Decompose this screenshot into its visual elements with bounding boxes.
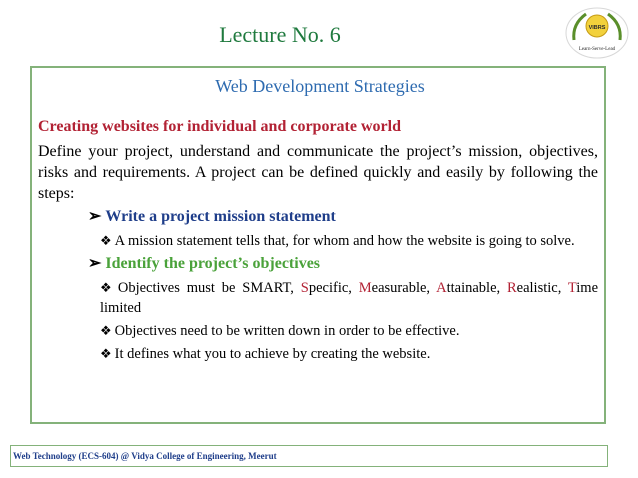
diamond-bullet-icon: ❖: [100, 346, 112, 361]
footer: Web Technology (ECS-604) @ Vidya College of Engineering, Meerut: [10, 445, 608, 467]
logo-top-text: VIBRS: [588, 25, 606, 31]
smart-letter-t: T: [567, 280, 577, 296]
slide-subtitle: Creating websites for individual and corporate world: [38, 118, 401, 135]
step-mission-statement: [88, 206, 598, 228]
list-item: [100, 278, 598, 318]
section-heading: Web Development Strategies: [215, 76, 425, 96]
smart-rest-s: pecific,: [308, 280, 359, 296]
diamond-bullet-icon: ❖: [100, 323, 112, 338]
smart-rest-m: easurable,: [371, 280, 437, 296]
smart-letter-s: S: [300, 280, 309, 296]
bullet-text: A mission statement tells that, for whom and how the website is going to solve.: [114, 233, 575, 249]
diamond-bullet-icon: ❖: [100, 233, 112, 248]
lecture-title: Lecture No. 6: [219, 22, 341, 47]
smart-letter-r: R: [506, 280, 517, 296]
step-label: Write a project mission statement: [105, 208, 336, 225]
step-project-objectives: [88, 253, 598, 275]
list-item: [100, 344, 598, 364]
bullet-text: Objectives need to be written down in order to be effective.: [114, 323, 460, 339]
list-item: [100, 321, 598, 341]
smart-letter-m: M: [358, 280, 372, 296]
diamond-bullet-icon: ❖: [100, 280, 115, 295]
list-item: [100, 231, 598, 251]
slide-body: [38, 118, 598, 364]
logo-bottom-text: Learn-Serve-Lead: [578, 47, 616, 52]
smart-rest-a: ttainable,: [446, 280, 507, 296]
bullet-text: It defines what you to achieve by creating the website.: [114, 346, 431, 362]
arrow-bullet-icon: ➢: [88, 208, 102, 225]
step-label: Identify the project’s objectives: [105, 255, 321, 272]
smart-rest-t: ime limited: [100, 280, 599, 316]
intro-paragraph: Define your project, understand and communicate the project’s mission, objectives, risks and requirements. A project can be defined quickly and easily by following the steps:: [38, 143, 598, 202]
college-logo-icon: [564, 6, 630, 60]
smart-letter-a: A: [436, 280, 447, 296]
arrow-bullet-icon: ➢: [88, 255, 102, 272]
slide-content-box: [30, 66, 606, 424]
smart-prefix: Objectives must be SMART,: [117, 280, 301, 296]
smart-rest-r: ealistic,: [516, 280, 568, 296]
